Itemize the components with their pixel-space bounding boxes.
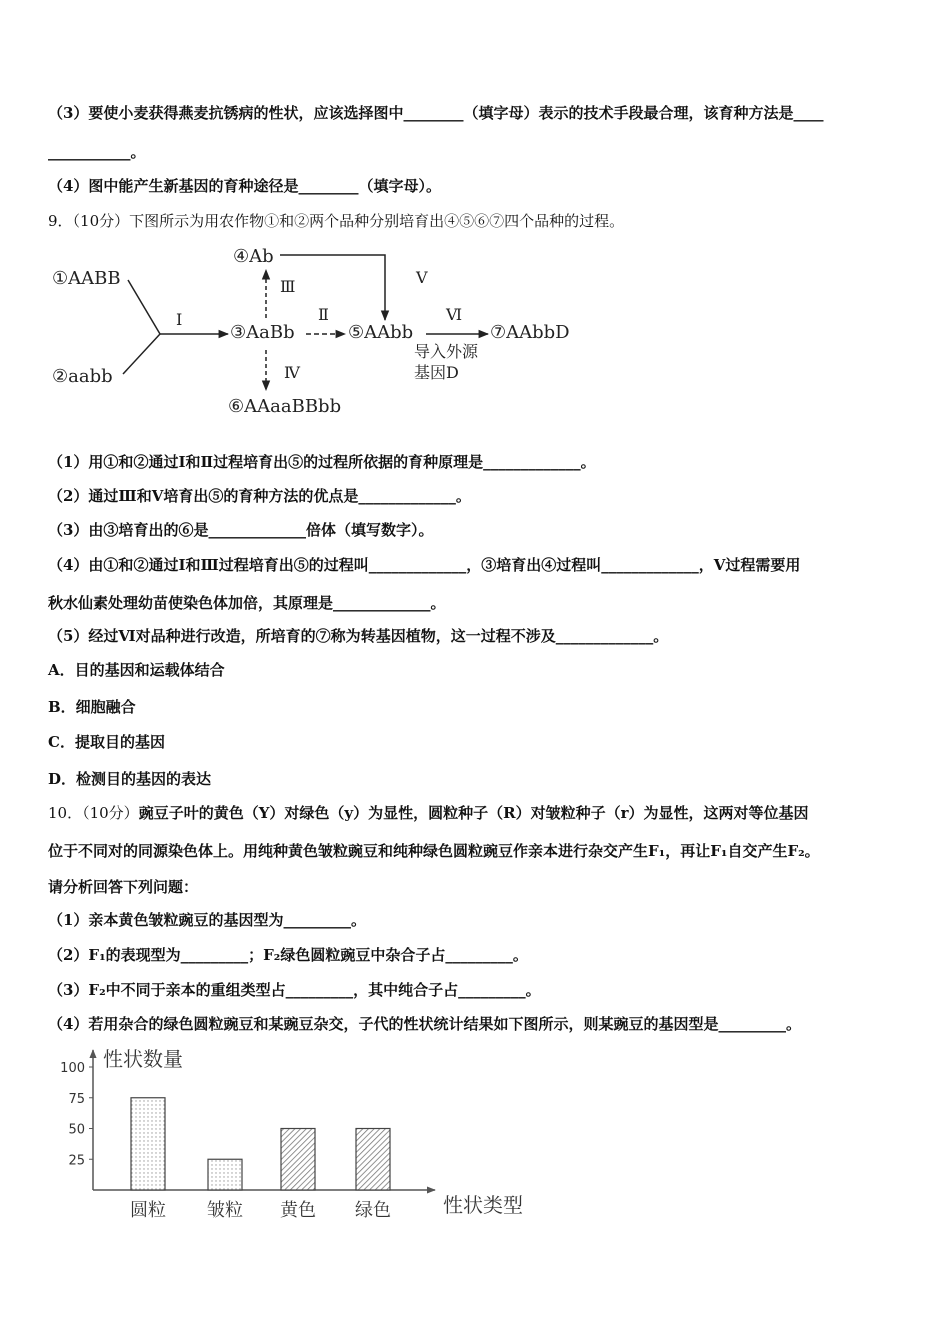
q8-part3-line1: （3）要使小麦获得燕麦抗锈病的性状，应该选择图中________（填字母）表示的技术手段最合理，该育种方法是____ xyxy=(48,104,824,122)
option-b: B．细胞融合 xyxy=(48,698,136,716)
q9-stem xyxy=(48,211,624,231)
category-label: 圆粒 xyxy=(130,1200,166,1221)
y-tick-label: 25 xyxy=(68,1153,85,1169)
process-5-label: Ⅴ xyxy=(416,268,428,287)
q9-part1: （1）用①和②通过Ⅰ和Ⅱ过程培育出⑤的过程所依据的育种原理是_____________。 xyxy=(48,453,596,471)
cross-line-2 xyxy=(123,334,160,374)
q9-stem-text: 下图所示为用农作物①和②两个品种分别培育出④⑤⑥⑦四个品种的过程。 xyxy=(129,212,625,230)
category-label: 绿色 xyxy=(355,1200,391,1221)
y-tick-label: 75 xyxy=(68,1091,85,1107)
y-axis-label: 性状数量 xyxy=(103,1047,183,1071)
bar-2 xyxy=(281,1129,315,1191)
variety-6: ⑥AAaaBBbb xyxy=(228,396,342,417)
q9-part2: （2）通过Ⅲ和Ⅴ培育出⑤的育种方法的优点是_____________。 xyxy=(48,487,471,505)
note-line-1: 导入外源 xyxy=(414,342,479,361)
q10-part4: （4）若用杂合的绿色圆粒豌豆和某豌豆杂交，子代的性状统计结果如下图所示，则某豌豆的基因型是_________。 xyxy=(48,1015,801,1033)
bar-1 xyxy=(208,1159,242,1190)
variety-2: ②aabb xyxy=(52,366,113,387)
variety-3: ③AaBb xyxy=(230,322,295,343)
process-1-label: Ⅰ xyxy=(176,310,183,329)
variety-7: ⑦AAbbD xyxy=(490,322,570,343)
q10-part1: （1）亲本黄色皱粒豌豆的基因型为_________。 xyxy=(48,911,366,929)
q8-part4: （4）图中能产生新基因的育种途径是________（填字母）。 xyxy=(48,177,441,195)
process-2-label: Ⅱ xyxy=(318,305,329,324)
q9-number: 9．（10分） xyxy=(48,212,130,230)
q10-stem xyxy=(48,803,809,823)
category-label: 黄色 xyxy=(280,1200,316,1221)
y-tick-label: 100 xyxy=(60,1061,85,1076)
q9-part5: （5）经过Ⅵ对品种进行改造，所培育的⑦称为转基因植物，这一过程不涉及_____________。 xyxy=(48,627,669,645)
process-3-label: Ⅲ xyxy=(280,277,296,296)
option-a: A．目的基因和运载体结合 xyxy=(48,661,225,679)
q10-instruction: 请分析回答下列问题： xyxy=(48,878,199,896)
note-line-2: 基因D xyxy=(414,363,459,382)
q10-number: 10．（10分） xyxy=(48,804,139,822)
q10-stem-text: 豌豆子叶的黄色（Y）对绿色（y）为显性，圆粒种子（R）对皱粒种子（r）为显性，这两对等位基因 xyxy=(138,804,809,822)
process-4-label: Ⅳ xyxy=(284,363,300,382)
q9-part4-line2: 秋水仙素处理幼苗使染色体加倍，其原理是_____________。 xyxy=(48,594,446,612)
option-d: D．检测目的基因的表达 xyxy=(48,770,212,788)
q10-part2: （2）F₁的表现型为_________；F₂绿色圆粒豌豆中杂合子占_________。 xyxy=(48,946,528,964)
variety-1: ①AABB xyxy=(52,268,121,289)
trait-bar-chart xyxy=(55,1040,555,1230)
category-label: 皱粒 xyxy=(207,1200,243,1221)
q10-stem-line2: 位于不同对的同源染色体上。用纯种黄色皱粒豌豆和纯种绿色圆粒豌豆作亲本进行杂交产生F₁，再让F₁自交产生F₂。 xyxy=(48,842,820,860)
q9-part3: （3）由③培育出的⑥是_____________倍体（填写数字）。 xyxy=(48,521,434,539)
bar-3 xyxy=(356,1129,390,1191)
variety-4: ④Ab xyxy=(233,246,274,267)
y-tick-label: 50 xyxy=(68,1122,85,1138)
q8-part3-line2: ___________。 xyxy=(48,143,146,161)
q9-part4-line1: （4）由①和②通过Ⅰ和Ⅲ过程培育出⑤的过程叫_____________，③培育出④过程叫_____________，Ⅴ过程需要用 xyxy=(48,556,801,574)
q10-part3: （3）F₂中不同于亲本的重组类型占_________，其中纯合子占_________。 xyxy=(48,981,541,999)
option-c: C．提取目的基因 xyxy=(48,733,165,751)
cross-line-1 xyxy=(128,280,160,334)
process-6-label: Ⅵ xyxy=(446,305,463,324)
breeding-diagram xyxy=(48,240,608,420)
process-5-arrow xyxy=(280,255,385,320)
bar-0 xyxy=(131,1098,165,1190)
variety-5: ⑤AAbb xyxy=(348,322,414,343)
x-axis-label: 性状类型 xyxy=(443,1193,523,1217)
